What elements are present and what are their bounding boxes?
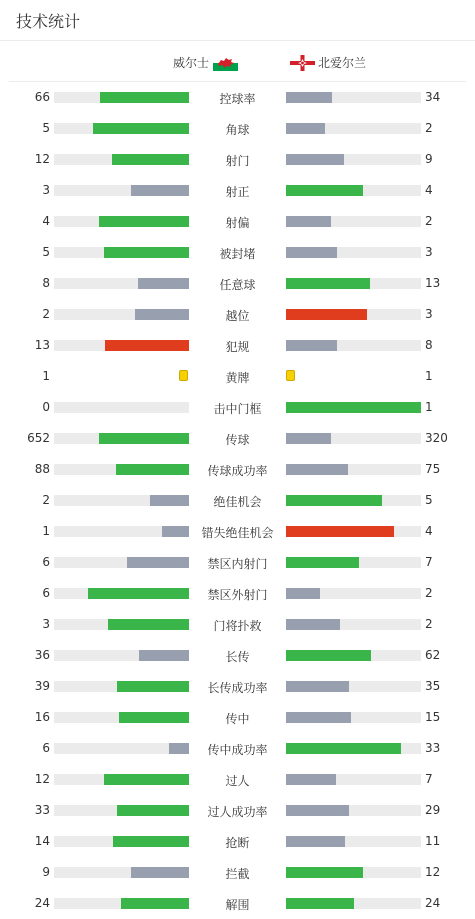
away-bar-track (286, 154, 421, 165)
away-bar-fill (286, 805, 349, 816)
stat-row (0, 826, 475, 857)
home-value: 0 (42, 400, 50, 414)
away-bar-track (286, 557, 421, 568)
home-value: 5 (42, 121, 50, 135)
away-bar-track (286, 433, 421, 444)
home-bar-track (54, 433, 189, 444)
away-value: 11 (425, 834, 441, 848)
stat-label: 绝佳机会 (213, 495, 262, 509)
away-bar-track (286, 836, 421, 847)
stat-row (0, 516, 475, 547)
stat-label: 过人成功率 (207, 805, 268, 819)
away-bar-fill (286, 185, 363, 196)
home-bar-track (54, 464, 189, 475)
away-bar-fill (286, 464, 348, 475)
away-bar-fill (286, 774, 336, 785)
home-bar-track (54, 588, 189, 599)
home-value: 36 (34, 648, 50, 662)
away-bar-track (286, 805, 421, 816)
home-bar-fill (131, 185, 189, 196)
away-bar-track (286, 123, 421, 134)
away-bar-track (286, 681, 421, 692)
home-bar-fill (119, 712, 189, 723)
away-bar-track (286, 309, 421, 320)
home-bar-fill (93, 123, 189, 134)
home-value: 14 (34, 834, 50, 848)
home-value: 1 (42, 524, 50, 538)
away-bar-fill (286, 123, 325, 134)
home-value: 24 (34, 896, 50, 910)
away-value: 320 (425, 431, 448, 445)
home-bar-fill (116, 464, 189, 475)
away-bar-fill (286, 216, 331, 227)
away-team (290, 54, 366, 71)
away-bar-track (286, 92, 421, 103)
stat-row (0, 609, 475, 640)
stat-row (0, 206, 475, 237)
stat-row (0, 764, 475, 795)
home-bar-track (54, 774, 189, 785)
wales-flag-icon (213, 55, 238, 71)
away-value: 8 (425, 338, 433, 352)
stat-label: 错失绝佳机会 (201, 526, 274, 540)
away-bar-track (286, 588, 421, 599)
stat-label: 传球 (225, 433, 250, 447)
home-bar-fill (104, 247, 189, 258)
home-bar-fill (112, 154, 189, 165)
stat-label: 拦截 (225, 867, 250, 881)
yellow-card-icon (179, 370, 188, 381)
stat-label: 解围 (225, 898, 250, 912)
home-value: 6 (42, 555, 50, 569)
home-bar-fill (121, 898, 189, 909)
home-bar-track (54, 340, 189, 351)
away-value: 34 (425, 90, 441, 104)
stat-row (0, 144, 475, 175)
team-header-row (9, 41, 466, 82)
stat-row (0, 485, 475, 516)
home-bar-track (54, 185, 189, 196)
home-value: 2 (42, 493, 50, 507)
away-value: 35 (425, 679, 441, 693)
home-bar-fill (139, 650, 189, 661)
home-value: 13 (34, 338, 50, 352)
away-value: 3 (425, 245, 433, 259)
home-bar-fill (88, 588, 189, 599)
away-bar-track (286, 867, 421, 878)
home-bar-fill (150, 495, 189, 506)
stat-row (0, 392, 475, 423)
away-bar-fill (286, 588, 320, 599)
away-bar-track (286, 464, 421, 475)
away-value: 1 (425, 369, 433, 383)
away-value: 7 (425, 772, 433, 786)
away-value: 5 (425, 493, 433, 507)
stat-label: 门将扑救 (213, 619, 262, 633)
away-value: 12 (425, 865, 441, 879)
stat-label: 禁区外射门 (207, 588, 268, 602)
away-bar-fill (286, 619, 340, 630)
stat-row (0, 113, 475, 144)
stat-label: 犯规 (225, 340, 250, 354)
away-bar-fill (286, 247, 337, 258)
stat-row (0, 640, 475, 671)
home-team (173, 54, 238, 71)
home-bar-track (54, 898, 189, 909)
stat-row (0, 237, 475, 268)
home-value: 33 (34, 803, 50, 817)
home-bar-fill (131, 867, 189, 878)
away-bar-track (286, 278, 421, 289)
stat-label: 任意球 (219, 278, 256, 292)
away-value: 75 (425, 462, 441, 476)
away-bar-fill (286, 154, 344, 165)
home-value: 2 (42, 307, 50, 321)
home-bar-track (54, 526, 189, 537)
stats-list (0, 82, 475, 919)
home-bar-fill (135, 309, 189, 320)
stat-row (0, 454, 475, 485)
home-value: 9 (42, 865, 50, 879)
home-bar-fill (105, 340, 189, 351)
home-value: 4 (42, 214, 50, 228)
away-team-name: 北爱尔兰 (318, 56, 367, 70)
away-bar-track (286, 185, 421, 196)
stat-label: 射偏 (225, 216, 250, 230)
home-bar-fill (117, 805, 189, 816)
stat-label: 长传成功率 (207, 681, 268, 695)
home-value: 1 (42, 369, 50, 383)
away-value: 24 (425, 896, 441, 910)
away-value: 33 (425, 741, 441, 755)
away-value: 4 (425, 524, 433, 538)
home-value: 652 (27, 431, 50, 445)
away-bar-fill (286, 650, 371, 661)
home-bar-track (54, 743, 189, 754)
away-bar-fill (286, 402, 421, 413)
home-bar-track (54, 247, 189, 258)
away-bar-track (286, 898, 421, 909)
away-value: 4 (425, 183, 433, 197)
stat-label: 被封堵 (219, 247, 256, 261)
home-value: 6 (42, 741, 50, 755)
home-value: 39 (34, 679, 50, 693)
stat-row (0, 547, 475, 578)
stat-label: 击中门框 (213, 402, 262, 416)
away-value: 15 (425, 710, 441, 724)
stat-label: 传中 (225, 712, 250, 726)
away-bar-fill (286, 836, 345, 847)
home-bar-fill (127, 557, 189, 568)
home-bar-track (54, 650, 189, 661)
away-bar-track (286, 495, 421, 506)
stat-row (0, 578, 475, 609)
stat-row (0, 423, 475, 454)
stat-row (0, 82, 475, 113)
away-bar-fill (286, 495, 382, 506)
away-bar-track (286, 402, 421, 413)
home-value: 12 (34, 152, 50, 166)
away-bar-fill (286, 898, 354, 909)
home-value: 16 (34, 710, 50, 724)
stat-row (0, 888, 475, 919)
page-title: 技术统计 (16, 12, 81, 31)
home-team-name: 威尔士 (172, 56, 209, 70)
home-bar-fill (108, 619, 189, 630)
home-bar-track (54, 712, 189, 723)
away-bar-fill (286, 526, 394, 537)
home-bar-fill (104, 774, 189, 785)
away-value: 7 (425, 555, 433, 569)
away-value: 1 (425, 400, 433, 414)
stat-label: 射正 (225, 185, 250, 199)
away-value: 2 (425, 617, 433, 631)
home-bar-track (54, 495, 189, 506)
home-bar-track (54, 681, 189, 692)
home-bar-fill (138, 278, 189, 289)
away-bar-track (286, 712, 421, 723)
stat-label: 传中成功率 (207, 743, 268, 757)
stat-row (0, 330, 475, 361)
away-value: 62 (425, 648, 441, 662)
stats-header (0, 0, 475, 41)
home-value: 6 (42, 586, 50, 600)
stat-label: 传球成功率 (207, 464, 268, 478)
northern-ireland-flag-icon (290, 55, 315, 71)
stat-row (0, 268, 475, 299)
home-bar-track (54, 216, 189, 227)
home-bar-fill (99, 216, 189, 227)
home-bar-fill (100, 92, 189, 103)
away-bar-track (286, 526, 421, 537)
home-value: 66 (34, 90, 50, 104)
stat-label: 长传 (225, 650, 250, 664)
away-bar-fill (286, 340, 337, 351)
away-value: 2 (425, 214, 433, 228)
home-bar-fill (169, 743, 189, 754)
home-bar-track (54, 278, 189, 289)
stat-label: 射门 (225, 154, 250, 168)
away-value: 2 (425, 586, 433, 600)
home-bar-track (54, 557, 189, 568)
home-bar-track (54, 123, 189, 134)
stat-label: 角球 (225, 123, 250, 137)
away-bar-track (286, 340, 421, 351)
away-value: 2 (425, 121, 433, 135)
stat-row (0, 733, 475, 764)
away-bar-fill (286, 278, 370, 289)
home-bar-fill (99, 433, 189, 444)
yellow-card-icon (286, 370, 295, 381)
stat-label: 禁区内射门 (207, 557, 268, 571)
away-bar-track (286, 774, 421, 785)
stat-label: 控球率 (219, 92, 256, 106)
away-bar-fill (286, 557, 359, 568)
away-bar-track (286, 743, 421, 754)
away-value: 3 (425, 307, 433, 321)
stat-label: 越位 (225, 309, 250, 323)
away-bar-fill (286, 309, 367, 320)
away-value: 13 (425, 276, 441, 290)
home-value: 8 (42, 276, 50, 290)
stat-label: 抢断 (225, 836, 250, 850)
home-bar-track (54, 154, 189, 165)
stat-label: 过人 (225, 774, 250, 788)
home-bar-track (54, 867, 189, 878)
home-bar-track (54, 836, 189, 847)
home-bar-track (54, 92, 189, 103)
away-value: 29 (425, 803, 441, 817)
home-value: 3 (42, 183, 50, 197)
home-bar-track (54, 619, 189, 630)
stat-row (0, 671, 475, 702)
away-bar-fill (286, 712, 351, 723)
home-bar-track (54, 309, 189, 320)
stat-row (0, 857, 475, 888)
home-bar-track (54, 402, 189, 413)
home-bar-fill (162, 526, 189, 537)
stat-row (0, 795, 475, 826)
away-bar-fill (286, 743, 401, 754)
away-bar-track (286, 650, 421, 661)
away-bar-track (286, 247, 421, 258)
away-bar-track (286, 619, 421, 630)
home-value: 88 (34, 462, 50, 476)
home-bar-fill (117, 681, 189, 692)
home-value: 5 (42, 245, 50, 259)
home-value: 3 (42, 617, 50, 631)
stat-row (0, 175, 475, 206)
stat-label: 黄牌 (225, 371, 250, 385)
home-bar-fill (113, 836, 189, 847)
away-value: 9 (425, 152, 433, 166)
away-bar-fill (286, 867, 363, 878)
home-bar-track (54, 805, 189, 816)
home-value: 12 (34, 772, 50, 786)
away-bar-fill (286, 92, 332, 103)
stat-row (0, 299, 475, 330)
away-bar-track (286, 216, 421, 227)
stat-row (0, 361, 475, 392)
away-bar-fill (286, 433, 331, 444)
away-bar-fill (286, 681, 349, 692)
stat-row (0, 702, 475, 733)
